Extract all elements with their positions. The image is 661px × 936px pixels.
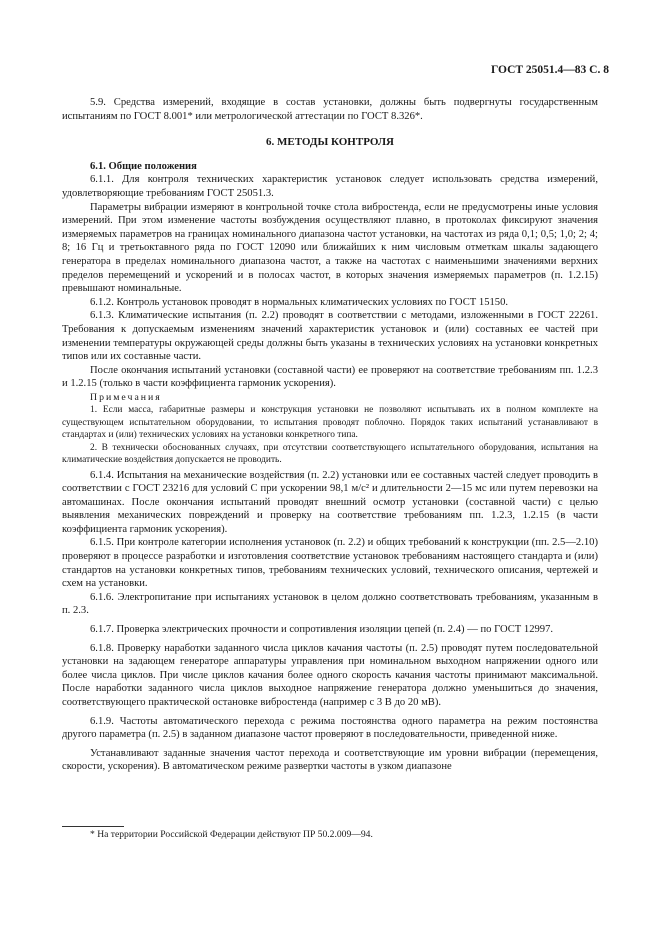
paragraph-6-1-4: 6.1.4. Испытания на механические воздействия (п. 2.2) установки или ее составных частей следует проводить в соответствии с ГОСТ 23216 для условий С при ускорении 98,1 м/с² и длительности 2—15 мс или путем перевозки на автомашинах. После окончания испытаний проводят внешний осмотр установки (составной части) с целью выявления механических повреждений и проверку на соответствие требованиям пп. 1.2.3, 1.2.15 (в части коэффициента гармоник ускорения). xyxy=(62,469,598,535)
paragraph-6-1-9: 6.1.9. Частоты автоматического перехода с режима постоянства одного параметра на режим постоянства другого параметра (п. 2.5) в заданном диапазоне частот проверяют в последовательности, приведенной ниже. xyxy=(62,715,598,741)
paragraph-6-1-6: 6.1.6. Электропитание при испытаниях установок в целом должно соответствовать требованиям, указанным в п. 2.3. xyxy=(62,591,598,617)
notes-heading: Примечания xyxy=(90,391,162,403)
paragraph-after-climatic: После окончания испытаний установки (составной части) ее проверяют на соответствие требованиям пп. 1.2.3 и 1.2.15 (только в части коэффициента гармоник ускорения). xyxy=(62,364,598,390)
page-header: ГОСТ 25051.4—83 С. 8 xyxy=(490,64,609,76)
paragraph-vibration: Параметры вибрации измеряют в контрольной точке стола вибростенда, если не предусмотрены иные условия измерений. При этом изменение частоты возбуждения осуществляют плавно, в протоколах фиксируют значения измеряемых параметров на границах номинального диапазона частот установки, на частотах из ряда 0,1; 0,5; 1,0; 2; 4; 8; 16 Гц и третьоктавного ряда по ГОСТ 12090 или ближайших к ним числовым отметкам шкалы задающего генератора в пределах номинального диапазона частот, а также на частотах с наименьшими значениями верхних пределов перемещений и ускорений и в полосах частот, в которых значения измеряемых параметров (п. 1.2.15) превышают номинальные. xyxy=(62,201,598,295)
paragraph-last: Устанавливают заданные значения частот перехода и соответствующие им уровни вибрации (перемещения, скорости, ускорения). В автоматическом режиме развертки частоты в узком диапазоне xyxy=(62,747,598,773)
paragraph-6-1-2: 6.1.2. Контроль установок проводят в нормальных климатических условиях по ГОСТ 15150. xyxy=(90,296,509,308)
page-body xyxy=(62,96,598,774)
paragraph-6-1-1: 6.1.1. Для контроля технических характеристик установок следует использовать средства измерений, удовлетворяющие требованиям ГОСТ 25051.3. xyxy=(62,174,598,199)
paragraph-6-1-8: 6.1.8. Проверку наработки заданного числа циклов качания частоты (п. 2.5) проводят путем последовательной установки на задающем генераторе аппаратуры управления при номинальном выходном напряжении одного или более числа циклов. При числе циклов качания более одного скорость качания частоты принимают максимальной. После наработки заданного числа циклов выходное напряжение генератора должно уменьшиться до значения, соответствующего практической остановке вибростенда (например с 3 В до 20 мВ). xyxy=(62,642,598,708)
paragraph-5-9: 5.9. Средства измерений, входящие в состав установки, должны быть подвергнуты государственным испытаниям по ГОСТ 8.001* или метрологической аттестации по ГОСТ 8.326*. xyxy=(62,97,598,122)
footnote-divider xyxy=(62,826,124,827)
paragraph-6-1-7: 6.1.7. Проверка электрических прочности и сопротивления изоляции цепей (п. 2.4) — по ГОСТ 12997. xyxy=(90,624,554,636)
note-2: 2. В технически обоснованных случаях, при отсутствии соответствующего испытательного оборудования, испытания на климатические воздействия допускается не проводить. xyxy=(62,442,598,466)
note-1: 1. Если масса, габаритные размеры и конструкция установки не позволяют испытывать их в полном комплекте на существующем испытательном оборудовании, то испытания проводят поблочно. Порядок таких испытаний устанавливают в стандартах и (или) технических условиях на установки конкретного типа. xyxy=(62,405,598,441)
section-title: 6. МЕТОДЫ КОНТРОЛЯ xyxy=(266,136,394,149)
subhead-6-1: 6.1. Общие положения xyxy=(90,160,197,172)
paragraph-6-1-3: 6.1.3. Климатические испытания (п. 2.2) проводят в соответствии с методами, изложенными в ГОСТ 22261. Требования к допускаемым изменениям значений характеристик установок и (или) составных ее частей при изменении температуры окружающей среды должны быть указаны в технических условиях на установки конкретных типов или их составные части. xyxy=(62,310,598,363)
paragraph-6-1-5: 6.1.5. При контроле категории исполнения установок (п. 2.2) и общих требований к конструкции (пп. 2.5—2.10) проверяют в процессе разработки и изготовления соответствие установок требованиям настоящего стандарта и (или) стандартов на установки конкретных типов, требованиям технических условий, технического описания, чертежей и схем на установки. xyxy=(62,537,598,590)
footnote: * На территории Российской Федерации действуют ПР 50.2.009—94. xyxy=(90,829,373,840)
